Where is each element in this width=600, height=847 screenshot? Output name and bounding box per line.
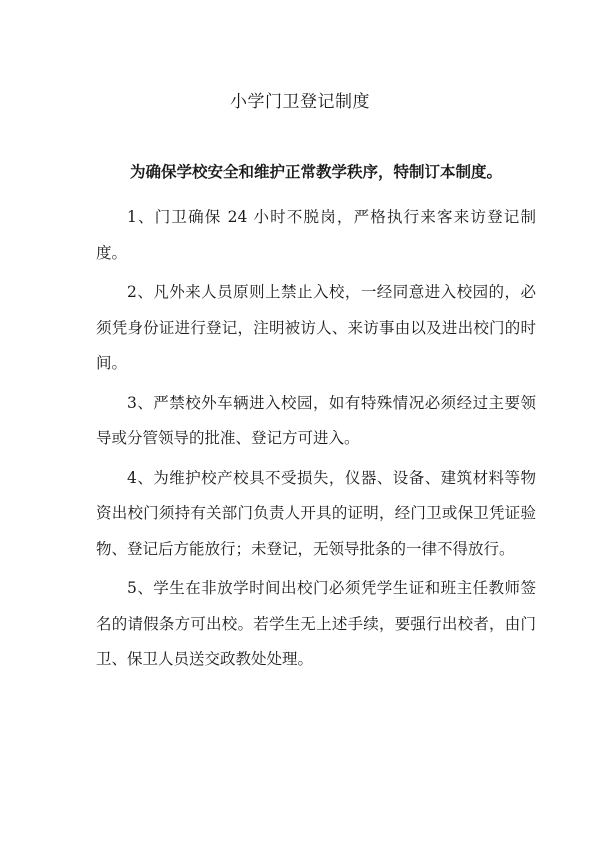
document-intro: 为确保学校安全和维护正常教学秩序，特制订本制度。 xyxy=(130,162,503,181)
rule-item-4: 4、为维护校产校具不受损失，仪器、设备、建筑材料等物资出校门须持有关部门负责人开具的证明，经门卫或保卫凭证验物、登记后方能放行；未登记，无领导批条的一律不得放行。 xyxy=(96,468,536,558)
rule-item-5: 5、学生在非放学时间出校门必须凭学生证和班主任教师签名的请假条方可出校。若学生无上述手续，要强行出校者，由门卫、保卫人员送交政教处处理。 xyxy=(96,579,536,668)
rules-list xyxy=(96,200,536,682)
rule-item-1: 1、门卫确保 24 小时不脱岗，严格执行来客来访登记制度。 xyxy=(96,208,536,262)
rule-item-2: 2、凡外来人员原则上禁止入校，一经同意进入校园的，必须凭身份证进行登记，注明被访人、来访事由以及进出校门的时间。 xyxy=(96,283,536,372)
rule-item-3: 3、严禁校外车辆进入校园，如有特殊情况必须经过主要领导或分管领导的批准、登记方可进入。 xyxy=(96,393,536,447)
document-title: 小学门卫登记制度 xyxy=(230,92,370,112)
